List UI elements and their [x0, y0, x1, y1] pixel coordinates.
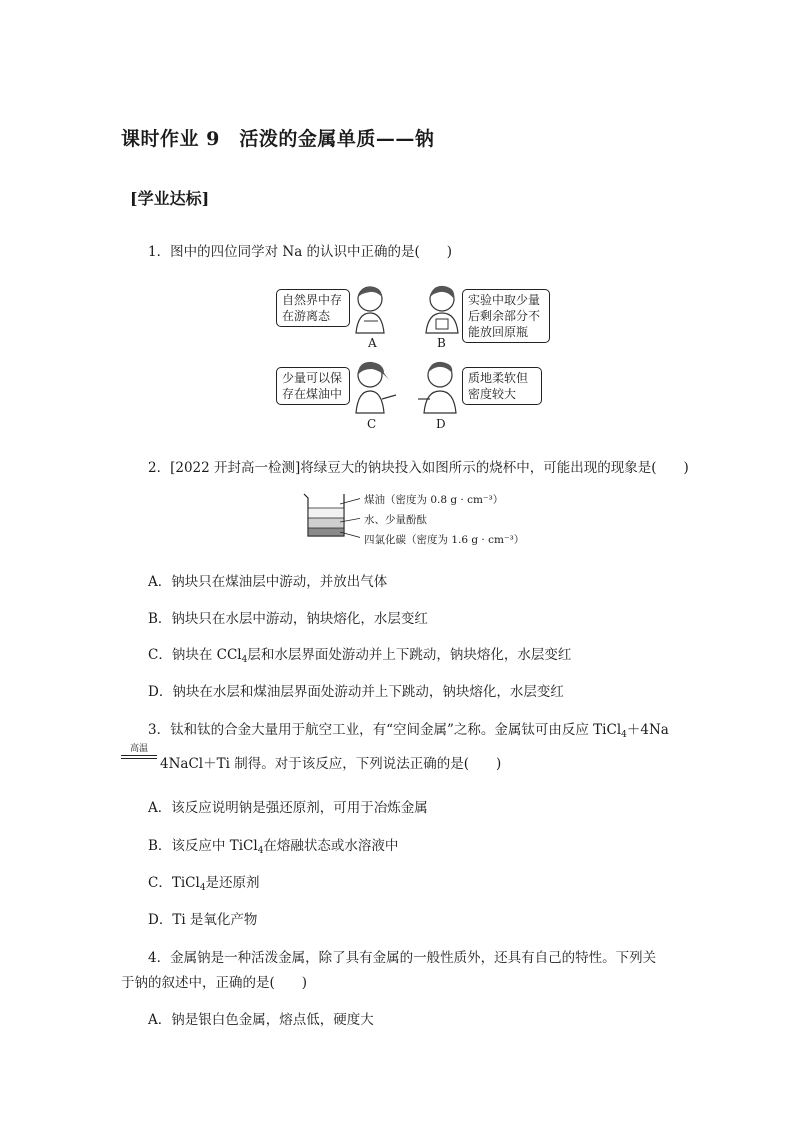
q2-option-c-rest: 层和水层界面处游动并上下跳动，钠块熔化，水层变红: [247, 647, 572, 663]
student-c-icon: [346, 359, 400, 415]
bubble-b: 实验中取少量后剩余部分不能放回原瓶: [462, 289, 550, 343]
q3-stem-sub: 4: [621, 730, 627, 740]
bubble-d: 质地柔软但密度较大: [462, 367, 542, 405]
q4-stem-line2: 于钠的叙述中，正确的是( ): [121, 975, 308, 991]
q3-stem-line2: 4NaCl＋Ti 制得。对于该反应，下列说法正确的是( ): [160, 756, 502, 772]
q2-option-c-sub: 4: [241, 655, 248, 665]
q3-option-b-text: B．该反应中 TiCl: [148, 838, 258, 854]
label-d: D: [436, 417, 446, 431]
q1-figure: [276, 283, 556, 433]
label-ccl4: 四氯化碳（密度为 1.6 g · cm⁻³）: [364, 534, 525, 546]
beaker-icon: [300, 492, 360, 540]
q3-option-c-sub: 4: [199, 883, 206, 893]
q2-option-b: B．钠块只在水层中游动，钠块熔化，水层变红: [148, 611, 428, 627]
q3-option-b-sub: 4: [257, 846, 264, 856]
label-water: 水、少量酚酞: [364, 514, 427, 526]
q2-option-c: [148, 643, 571, 665]
q3-option-d: D．Ti 是氧化产物: [148, 912, 258, 928]
label-c: C: [367, 417, 377, 431]
q3-option-b: [148, 834, 398, 856]
student-d-icon: [414, 359, 466, 415]
beaker-figure: [300, 490, 540, 550]
q4-option-a: A．钠是银白色金属，熔点低，硬度大: [148, 1012, 374, 1028]
label-kerosene: 煤油（密度为 0.8 g · cm⁻³）: [364, 494, 504, 506]
page-title: 课时作业 9 活泼的金属单质——钠: [121, 128, 435, 150]
condition-text: 高温: [129, 744, 148, 754]
student-a-icon: [348, 283, 398, 335]
q3-stem-rest: ＋4Na: [626, 722, 669, 738]
q3-option-c: [148, 871, 260, 893]
q3-stem-text: 3．钛和钛的合金大量用于航空工业，有“空间金属”之称。金属钛可由反应 TiCl: [148, 722, 622, 738]
q2-option-c-text: C．钠块在 CCl: [148, 647, 242, 663]
q4-stem-line1: 4．金属钠是一种活泼金属，除了具有金属的一般性质外，还具有自己的特性。下列关: [148, 950, 657, 966]
q2-option-a: A．钠块只在煤油层中游动，并放出气体: [148, 574, 388, 590]
label-b: B: [437, 336, 446, 350]
reaction-condition: [121, 744, 157, 760]
q3-stem-line1: [148, 718, 669, 740]
q1-stem: 1．图中的四位同学对 Na 的认识中正确的是( ): [148, 244, 453, 260]
bubble-a: 自然界中存在游离态: [276, 289, 350, 327]
q3-option-c-text: C．TiCl: [148, 875, 200, 891]
bubble-c: 少量可以保存在煤油中: [276, 367, 350, 405]
label-a: A: [368, 336, 377, 350]
q2-stem: 2．[2022 开封高一检测]将绿豆大的钠块投入如图所示的烧杯中，可能出现的现象是( ): [148, 460, 689, 476]
q3-option-b-rest: 在熔融状态或水溶液中: [263, 838, 399, 854]
student-b-icon: [416, 283, 466, 335]
q3-option-a: A．该反应说明钠是强还原剂，可用于冶炼金属: [148, 800, 428, 816]
q2-option-d: D．钠块在水层和煤油层界面处游动并上下跳动，钠块熔化，水层变红: [148, 684, 564, 700]
q3-option-c-rest: 是还原剂: [205, 875, 260, 891]
section-heading: [学业达标]: [130, 189, 210, 208]
